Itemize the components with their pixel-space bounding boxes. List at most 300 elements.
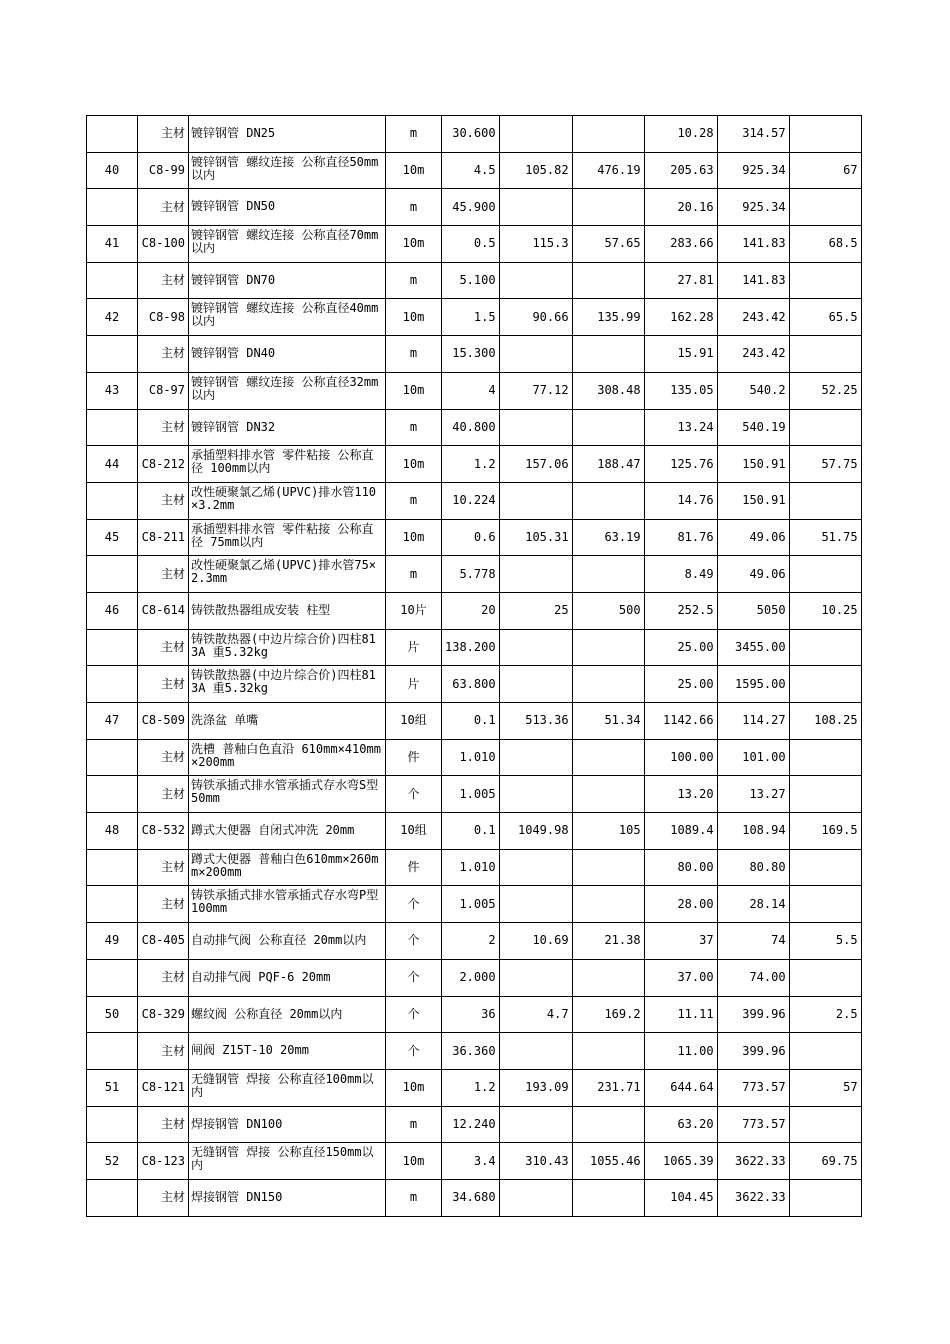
table-row [87, 519, 862, 556]
amount-cell [572, 482, 644, 519]
material-amount-cell: 13.27 [717, 776, 789, 813]
material-unit-price-cell: 10.28 [644, 116, 717, 153]
material-amount-cell: 5050 [717, 592, 789, 629]
unit-price-cell [499, 1033, 572, 1070]
material-amount-cell: 925.34 [717, 189, 789, 226]
row-number-cell [87, 262, 138, 299]
amount-cell [572, 849, 644, 886]
row-number-cell: 48 [87, 813, 138, 850]
unit-price-cell [499, 776, 572, 813]
quantity-cell: 0.1 [442, 703, 500, 740]
labor-cost-cell: 57.75 [789, 446, 861, 483]
labor-cost-cell: 169.5 [789, 813, 861, 850]
material-amount-cell: 150.91 [717, 482, 789, 519]
item-name-text: 铸铁散热器(中边片综合价)四柱813A 重5.32kg [191, 631, 376, 659]
item-name-text: 镀锌钢管 螺纹连接 公称直径50mm以内 [191, 154, 379, 182]
row-number-cell [87, 482, 138, 519]
item-code-cell: 主材 [138, 262, 189, 299]
row-number-cell [87, 189, 138, 226]
unit-price-cell [499, 189, 572, 226]
labor-cost-cell [789, 776, 861, 813]
item-name-cell [189, 703, 386, 740]
material-unit-price-cell: 80.00 [644, 849, 717, 886]
unit-price-cell [499, 262, 572, 299]
amount-cell [572, 629, 644, 666]
item-name-text: 铸铁散热器组成安装 柱型 [191, 602, 331, 617]
item-code-cell: C8-211 [138, 519, 189, 556]
unit-cell: 10m [386, 519, 442, 556]
quantity-cell: 0.6 [442, 519, 500, 556]
material-unit-price-cell: 37 [644, 923, 717, 960]
unit-price-cell: 77.12 [499, 372, 572, 409]
unit-price-cell: 105.82 [499, 152, 572, 189]
unit-cell: 10m [386, 1143, 442, 1180]
labor-cost-cell [789, 116, 861, 153]
unit-cell: 10组 [386, 813, 442, 850]
labor-cost-cell: 52.25 [789, 372, 861, 409]
amount-cell: 169.2 [572, 996, 644, 1033]
item-name-cell [189, 116, 386, 153]
material-amount-cell: 314.57 [717, 116, 789, 153]
amount-cell: 308.48 [572, 372, 644, 409]
labor-cost-cell: 68.5 [789, 226, 861, 263]
item-name-cell [189, 336, 386, 373]
material-unit-price-cell: 100.00 [644, 739, 717, 776]
row-number-cell [87, 1106, 138, 1143]
material-unit-price-cell: 252.5 [644, 592, 717, 629]
table-row [87, 556, 862, 593]
item-name-cell [189, 1179, 386, 1216]
amount-cell [572, 189, 644, 226]
unit-price-cell: 25 [499, 592, 572, 629]
unit-cell: m [386, 409, 442, 446]
row-number-cell [87, 776, 138, 813]
item-code-cell: 主材 [138, 409, 189, 446]
table-row [87, 152, 862, 189]
item-name-cell [189, 152, 386, 189]
item-name-cell [189, 923, 386, 960]
unit-price-cell [499, 336, 572, 373]
item-code-cell: C8-100 [138, 226, 189, 263]
labor-cost-cell [789, 556, 861, 593]
quantity-cell: 1.005 [442, 886, 500, 923]
row-number-cell [87, 409, 138, 446]
row-number-cell: 47 [87, 703, 138, 740]
table-row [87, 1033, 862, 1070]
quantity-cell: 138.200 [442, 629, 500, 666]
unit-cell: 个 [386, 886, 442, 923]
item-code-cell: 主材 [138, 959, 189, 996]
labor-cost-cell: 10.25 [789, 592, 861, 629]
amount-cell [572, 1179, 644, 1216]
row-number-cell: 40 [87, 152, 138, 189]
amount-cell [572, 556, 644, 593]
unit-price-cell: 513.36 [499, 703, 572, 740]
material-unit-price-cell: 644.64 [644, 1069, 717, 1106]
labor-cost-cell [789, 739, 861, 776]
material-amount-cell: 243.42 [717, 299, 789, 336]
amount-cell: 188.47 [572, 446, 644, 483]
material-unit-price-cell: 13.20 [644, 776, 717, 813]
unit-cell: m [386, 556, 442, 593]
item-name-text: 洗涤盆 单嘴 [191, 713, 259, 727]
material-unit-price-cell: 13.24 [644, 409, 717, 446]
unit-price-cell: 193.09 [499, 1069, 572, 1106]
item-name-cell [189, 849, 386, 886]
material-unit-price-cell: 1089.4 [644, 813, 717, 850]
unit-cell: 10m [386, 446, 442, 483]
unit-price-cell [499, 482, 572, 519]
item-name-text: 铸铁散热器(中边片综合价)四柱813A 重5.32kg [191, 668, 376, 696]
material-amount-cell: 540.2 [717, 372, 789, 409]
row-number-cell: 52 [87, 1143, 138, 1180]
material-amount-cell: 80.80 [717, 849, 789, 886]
quantity-cell: 45.900 [442, 189, 500, 226]
material-unit-price-cell: 25.00 [644, 629, 717, 666]
item-name-cell [189, 226, 386, 263]
item-name-text: 洗槽 普釉白色直沿 610mm×410mm×200mm [191, 741, 381, 769]
quantity-cell: 2.000 [442, 959, 500, 996]
item-name-cell [189, 519, 386, 556]
item-name-cell [189, 372, 386, 409]
item-name-text: 承插塑料排水管 零件粘接 公称直径 75mm以内 [191, 521, 374, 549]
amount-cell: 500 [572, 592, 644, 629]
row-number-cell: 42 [87, 299, 138, 336]
material-unit-price-cell: 20.16 [644, 189, 717, 226]
item-name-cell [189, 409, 386, 446]
item-code-cell: C8-99 [138, 152, 189, 189]
table-row [87, 299, 862, 336]
item-code-cell: C8-98 [138, 299, 189, 336]
unit-cell: 10m [386, 152, 442, 189]
labor-cost-cell [789, 336, 861, 373]
unit-cell: 片 [386, 666, 442, 703]
amount-cell [572, 739, 644, 776]
material-amount-cell: 3455.00 [717, 629, 789, 666]
table-row [87, 446, 862, 483]
material-unit-price-cell: 11.11 [644, 996, 717, 1033]
table-row [87, 226, 862, 263]
item-name-cell [189, 262, 386, 299]
quantity-cell: 15.300 [442, 336, 500, 373]
table-row [87, 1106, 862, 1143]
unit-price-cell [499, 116, 572, 153]
table-row [87, 776, 862, 813]
row-number-cell: 43 [87, 372, 138, 409]
table-row [87, 666, 862, 703]
quantity-cell: 36 [442, 996, 500, 1033]
unit-price-cell [499, 886, 572, 923]
row-number-cell [87, 1179, 138, 1216]
row-number-cell [87, 959, 138, 996]
item-code-cell: 主材 [138, 1179, 189, 1216]
table-row [87, 1143, 862, 1180]
material-amount-cell: 74 [717, 923, 789, 960]
item-name-cell [189, 1069, 386, 1106]
labor-cost-cell [789, 959, 861, 996]
labor-cost-cell: 51.75 [789, 519, 861, 556]
material-unit-price-cell: 162.28 [644, 299, 717, 336]
labor-cost-cell [789, 666, 861, 703]
unit-cell: 个 [386, 996, 442, 1033]
material-unit-price-cell: 135.05 [644, 372, 717, 409]
item-name-text: 铸铁承插式排水管承插式存水弯S型 50mm [191, 778, 379, 806]
quantity-cell: 20 [442, 592, 500, 629]
amount-cell: 57.65 [572, 226, 644, 263]
labor-cost-cell [789, 849, 861, 886]
table-row [87, 739, 862, 776]
amount-cell [572, 959, 644, 996]
row-number-cell [87, 739, 138, 776]
unit-cell: 10m [386, 1069, 442, 1106]
quantity-cell: 40.800 [442, 409, 500, 446]
row-number-cell [87, 629, 138, 666]
amount-cell: 105 [572, 813, 644, 850]
unit-cell: 个 [386, 1033, 442, 1070]
item-code-cell: 主材 [138, 849, 189, 886]
unit-cell: m [386, 1106, 442, 1143]
material-amount-cell: 399.96 [717, 1033, 789, 1070]
material-amount-cell: 150.91 [717, 446, 789, 483]
amount-cell [572, 776, 644, 813]
table-row [87, 923, 862, 960]
item-name-text: 镀锌钢管 DN70 [191, 272, 276, 287]
material-amount-cell: 49.06 [717, 519, 789, 556]
unit-price-cell [499, 409, 572, 446]
item-code-cell: C8-212 [138, 446, 189, 483]
material-unit-price-cell: 25.00 [644, 666, 717, 703]
item-name-cell [189, 189, 386, 226]
item-code-cell: C8-121 [138, 1069, 189, 1106]
item-name-text: 镀锌钢管 DN32 [191, 419, 276, 434]
amount-cell: 231.71 [572, 1069, 644, 1106]
row-number-cell: 46 [87, 592, 138, 629]
material-amount-cell: 773.57 [717, 1069, 789, 1106]
unit-price-cell [499, 556, 572, 593]
amount-cell: 63.19 [572, 519, 644, 556]
item-name-cell [189, 482, 386, 519]
material-unit-price-cell: 28.00 [644, 886, 717, 923]
row-number-cell: 51 [87, 1069, 138, 1106]
quantity-cell: 4 [442, 372, 500, 409]
unit-cell: m [386, 189, 442, 226]
quantity-cell: 4.5 [442, 152, 500, 189]
unit-price-cell: 157.06 [499, 446, 572, 483]
material-amount-cell: 3622.33 [717, 1179, 789, 1216]
item-code-cell: C8-509 [138, 703, 189, 740]
unit-cell: 个 [386, 959, 442, 996]
amount-cell: 21.38 [572, 923, 644, 960]
table-row [87, 372, 862, 409]
unit-price-cell: 4.7 [499, 996, 572, 1033]
item-name-cell [189, 629, 386, 666]
material-unit-price-cell: 283.66 [644, 226, 717, 263]
quantity-cell: 2 [442, 923, 500, 960]
amount-cell [572, 336, 644, 373]
item-code-cell: 主材 [138, 739, 189, 776]
labor-cost-cell: 67 [789, 152, 861, 189]
item-name-text: 螺纹阀 公称直径 20mm以内 [191, 1006, 343, 1021]
item-name-text: 闸阀 Z15T-10 20mm [191, 1043, 309, 1058]
material-amount-cell: 49.06 [717, 556, 789, 593]
labor-cost-cell [789, 1106, 861, 1143]
item-code-cell: C8-532 [138, 813, 189, 850]
item-name-cell [189, 776, 386, 813]
quantity-cell: 1.005 [442, 776, 500, 813]
row-number-cell: 44 [87, 446, 138, 483]
material-amount-cell: 74.00 [717, 959, 789, 996]
unit-cell: 片 [386, 629, 442, 666]
quantity-cell: 0.5 [442, 226, 500, 263]
item-name-cell [189, 813, 386, 850]
unit-price-cell: 105.31 [499, 519, 572, 556]
quantity-cell: 0.1 [442, 813, 500, 850]
row-number-cell [87, 556, 138, 593]
row-number-cell [87, 336, 138, 373]
material-amount-cell: 3622.33 [717, 1143, 789, 1180]
unit-cell: 个 [386, 923, 442, 960]
item-name-cell [189, 666, 386, 703]
row-number-cell: 41 [87, 226, 138, 263]
amount-cell [572, 886, 644, 923]
table-row [87, 1069, 862, 1106]
unit-cell: m [386, 482, 442, 519]
unit-cell: 10片 [386, 592, 442, 629]
table-row [87, 1179, 862, 1216]
unit-cell: m [386, 1179, 442, 1216]
material-amount-cell: 101.00 [717, 739, 789, 776]
item-code-cell: 主材 [138, 116, 189, 153]
quantity-cell: 36.360 [442, 1033, 500, 1070]
item-name-text: 自动排气阀 PQF-6 20mm [191, 969, 331, 984]
material-amount-cell: 141.83 [717, 226, 789, 263]
material-unit-price-cell: 27.81 [644, 262, 717, 299]
labor-cost-cell: 57 [789, 1069, 861, 1106]
material-unit-price-cell: 1142.66 [644, 703, 717, 740]
table-row [87, 996, 862, 1033]
unit-cell: 10m [386, 299, 442, 336]
quantity-cell: 12.240 [442, 1106, 500, 1143]
quantity-cell: 30.600 [442, 116, 500, 153]
unit-price-cell [499, 629, 572, 666]
item-code-cell: 主材 [138, 189, 189, 226]
item-name-text: 镀锌钢管 DN25 [191, 126, 276, 140]
item-name-cell [189, 446, 386, 483]
item-name-cell [189, 959, 386, 996]
material-unit-price-cell: 37.00 [644, 959, 717, 996]
table-row [87, 189, 862, 226]
labor-cost-cell: 65.5 [789, 299, 861, 336]
quantity-cell: 3.4 [442, 1143, 500, 1180]
item-name-text: 改性硬聚氯乙烯(UPVC)排水管110×3.2mm [191, 484, 377, 512]
amount-cell: 135.99 [572, 299, 644, 336]
labor-cost-cell [789, 482, 861, 519]
labor-cost-cell [789, 629, 861, 666]
unit-cell: 10m [386, 372, 442, 409]
labor-cost-cell: 69.75 [789, 1143, 861, 1180]
unit-cell: 个 [386, 776, 442, 813]
table-row [87, 959, 862, 996]
item-name-text: 焊接钢管 DN150 [191, 1189, 283, 1204]
item-name-text: 焊接钢管 DN100 [191, 1116, 283, 1131]
table-row [87, 336, 862, 373]
amount-cell: 1055.46 [572, 1143, 644, 1180]
quantity-cell: 5.778 [442, 556, 500, 593]
item-name-text: 镀锌钢管 螺纹连接 公称直径40mm以内 [191, 301, 379, 329]
item-name-cell [189, 1143, 386, 1180]
labor-cost-cell [789, 1179, 861, 1216]
table-row [87, 482, 862, 519]
item-code-cell: C8-614 [138, 592, 189, 629]
quantity-cell: 1.2 [442, 1069, 500, 1106]
unit-price-cell [499, 959, 572, 996]
quantity-cell: 34.680 [442, 1179, 500, 1216]
item-name-cell [189, 996, 386, 1033]
table-row [87, 592, 862, 629]
unit-cell: 10组 [386, 703, 442, 740]
item-code-cell: C8-97 [138, 372, 189, 409]
table-row [87, 849, 862, 886]
material-amount-cell: 141.83 [717, 262, 789, 299]
item-name-text: 镀锌钢管 螺纹连接 公称直径70mm以内 [191, 228, 379, 256]
unit-cell: 件 [386, 849, 442, 886]
item-code-cell: 主材 [138, 776, 189, 813]
material-amount-cell: 108.94 [717, 813, 789, 850]
item-code-cell: 主材 [138, 666, 189, 703]
table-row [87, 813, 862, 850]
labor-cost-cell [789, 189, 861, 226]
item-name-cell [189, 556, 386, 593]
material-amount-cell: 28.14 [717, 886, 789, 923]
item-name-text: 铸铁承插式排水管承插式存水弯P型 100mm [191, 888, 379, 916]
item-code-cell: C8-123 [138, 1143, 189, 1180]
unit-price-cell: 90.66 [499, 299, 572, 336]
table-row [87, 262, 862, 299]
material-unit-price-cell: 1065.39 [644, 1143, 717, 1180]
material-unit-price-cell: 104.45 [644, 1179, 717, 1216]
budget-table [86, 115, 862, 1217]
material-unit-price-cell: 8.49 [644, 556, 717, 593]
item-name-text: 蹲式大便器 自闭式冲洗 20mm [191, 823, 355, 838]
item-code-cell: 主材 [138, 482, 189, 519]
labor-cost-cell: 108.25 [789, 703, 861, 740]
table-row [87, 629, 862, 666]
item-name-text: 承插塑料排水管 零件粘接 公称直径 100mm以内 [191, 448, 374, 476]
material-amount-cell: 243.42 [717, 336, 789, 373]
labor-cost-cell [789, 409, 861, 446]
item-code-cell: 主材 [138, 556, 189, 593]
item-name-text: 镀锌钢管 DN50 [191, 199, 276, 214]
unit-price-cell [499, 849, 572, 886]
item-name-text: 镀锌钢管 DN40 [191, 346, 276, 361]
unit-price-cell: 10.69 [499, 923, 572, 960]
table-row [87, 886, 862, 923]
labor-cost-cell [789, 886, 861, 923]
unit-cell: m [386, 116, 442, 153]
quantity-cell: 1.2 [442, 446, 500, 483]
item-name-cell [189, 739, 386, 776]
item-name-cell [189, 592, 386, 629]
table-row [87, 116, 862, 153]
unit-price-cell: 310.43 [499, 1143, 572, 1180]
quantity-cell: 63.800 [442, 666, 500, 703]
amount-cell [572, 409, 644, 446]
item-name-cell [189, 1106, 386, 1143]
amount-cell: 51.34 [572, 703, 644, 740]
amount-cell [572, 666, 644, 703]
unit-cell: m [386, 262, 442, 299]
item-name-text: 镀锌钢管 螺纹连接 公称直径32mm以内 [191, 374, 379, 402]
